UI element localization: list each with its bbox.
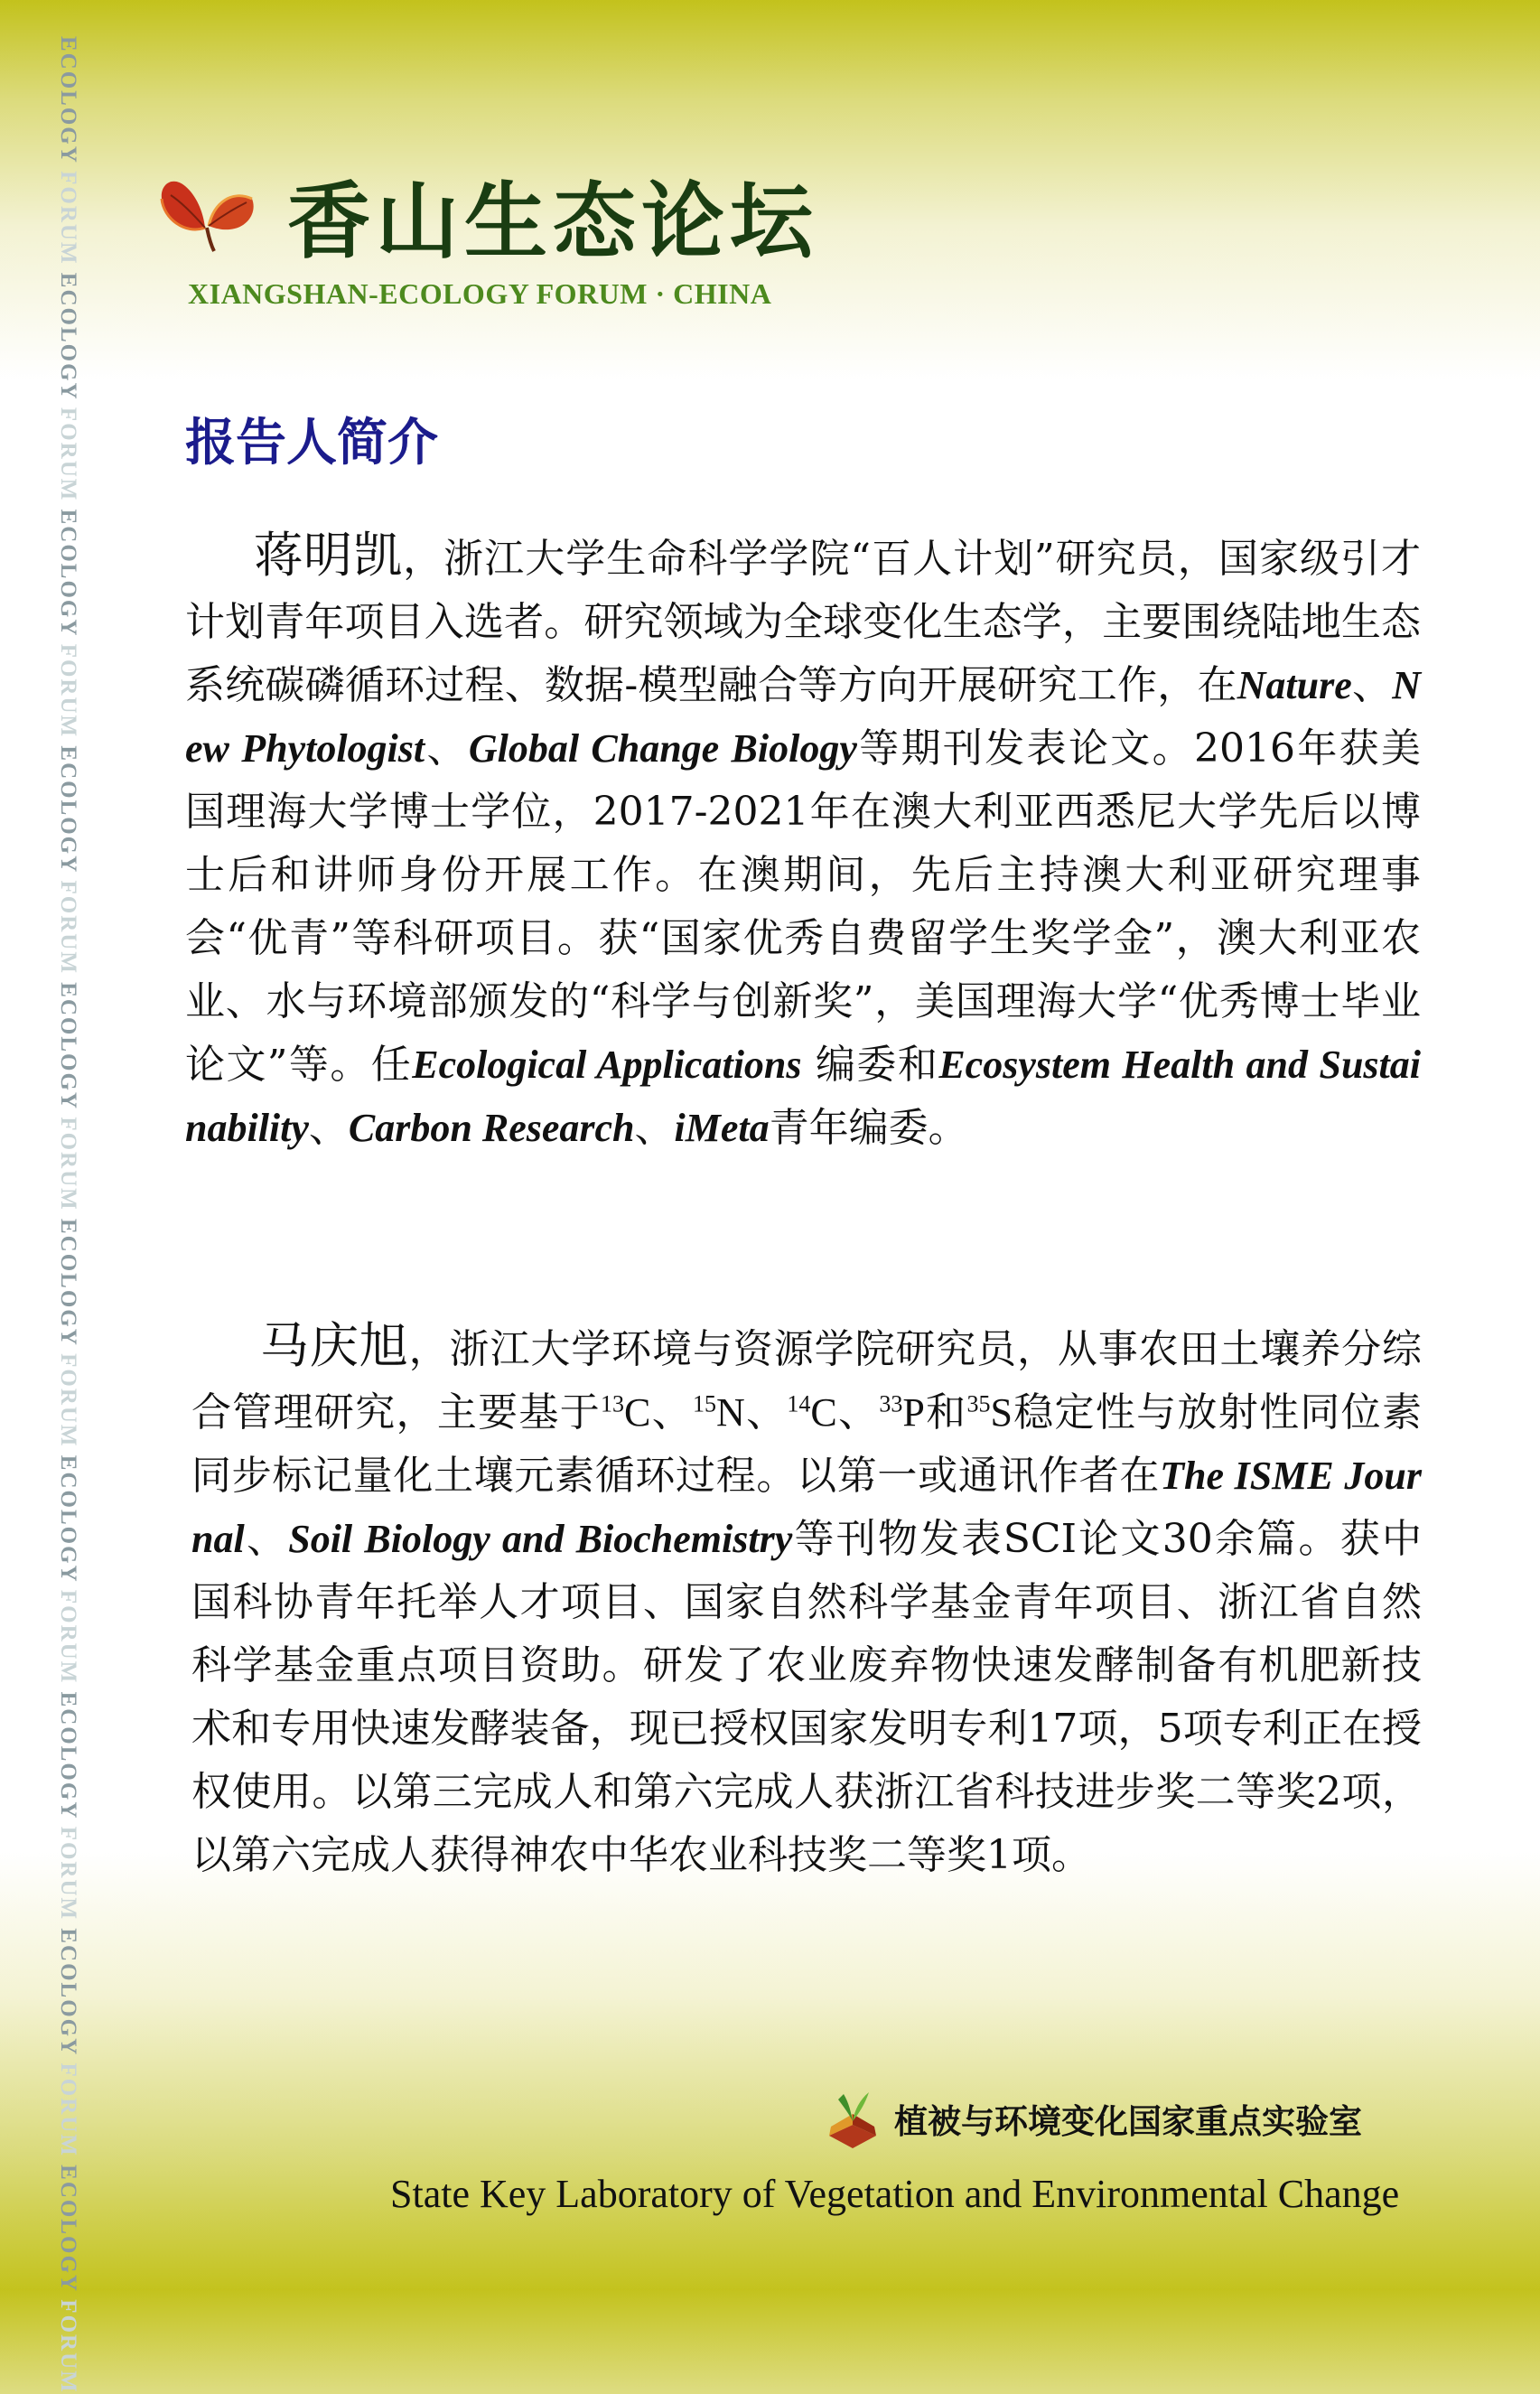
journal-name: Carbon Research [348,1106,635,1150]
side-strip-word: FORUM [56,880,80,983]
lab-logo-icon [822,2087,882,2150]
side-strip-word: FORUM [56,407,80,510]
side-strip-word: FORUM [56,1826,80,1929]
side-strip-word: ECOLOGY [56,745,80,881]
bio-paragraph-1 [185,524,1421,1160]
lab-name-chinese: 植被与环境变化国家重点实验室 [894,2102,1362,2141]
isotope-mass: 14 [787,1390,811,1417]
lab-name-english: State Key Laboratory of Vegetation and Environmental Change [390,2172,1400,2216]
isotope-mass: 33 [879,1390,903,1417]
bio-text: 等刊物发表SCI论文30余篇。获中国科协青年托举人才项目、国家自然科学基金青年项目、浙江省自然科学基金重点项目资助。研发了农业废弃物快速发酵制备有机肥新技术和专用快速发酵装备，现已授权国家发明专利17项，5项专利正在授权使用。以第三完成人和第六完成人获浙江省科技进步奖二等奖2项，以第六完成人获得神农中华农业科技奖二等奖1项。 [191,1516,1422,1878]
isotope-mass: 13 [601,1390,625,1417]
isotope-element: N、 [716,1390,788,1435]
bio-text: 等期刊发表论文。2016年获美国理海大学博士学位，2017-2021年在澳大利亚西悉尼大学先后以博士后和讲师身份开展工作。在澳期间，先后主持澳大利亚研究理事会“优青”等科研项目。获“国家优秀自费留学生奖学金”，澳大利亚农业、水与环境部颁发的“科学与创新奖”，美国理海大学“优秀博士毕业论文”等。任 [185,725,1422,1088]
bio-text: ，浙江大学生命科学学院“百人计划”研究员，国家级引才计划青年项目入选者。研究领域为全球变化生态学，主要围绕陆地生态系统碳磷循环过程、数据-模型融合等方向开展研究工作，在 [185,536,1421,708]
side-strip-word: ECOLOGY [56,982,80,1118]
separator: 、 [425,725,469,772]
speaker-name: 蒋明凯 [254,527,404,584]
side-strip-word: ECOLOGY [56,2165,80,2300]
isotope-element: C、 [624,1390,694,1435]
side-strip-word: FORUM [56,1353,80,1455]
side-strip-word: ECOLOGY [56,36,80,172]
side-strip-word: FORUM [56,2299,80,2394]
section-heading: 报告人简介 [185,413,438,472]
side-strip-text [54,36,81,2394]
side-strip-word: ECOLOGY [56,272,80,407]
isotope-element: C、 [810,1390,880,1435]
journal-name: New Phytologist [185,663,1421,771]
isotope-mass: 15 [693,1390,717,1417]
journal-name: Ecosystem Health and Sustainability [185,1043,1421,1150]
separator: 、 [1351,662,1393,708]
isotope-mass: 35 [966,1390,991,1417]
journal-name: The ISME Journal [191,1454,1422,1561]
side-strip-word: ECOLOGY [56,509,80,644]
journal-name: iMeta [674,1106,770,1150]
forum-subtitle: XIANGSHAN-ECOLOGY FORUM · CHINA [188,277,772,310]
side-strip-word: ECOLOGY [56,1928,80,2063]
separator: 、 [634,1105,675,1151]
bio-text: 青年编委。 [769,1105,968,1151]
side-strip-word: FORUM [56,1117,80,1219]
journal-name: Soil Biology and Biochemistry [288,1517,793,1561]
side-strip-word: ECOLOGY [56,1691,80,1827]
journal-name: Ecological Applications [412,1043,802,1087]
forum-title: 香山生态论坛 [287,173,819,270]
side-strip-word: FORUM [56,2062,80,2165]
isotope-element: P和 [902,1390,967,1435]
side-strip-word: FORUM [56,1589,80,1692]
side-strip [54,36,81,2394]
isotope-element: S稳定性与放射性同位素同步标记量化土壤元素循环过程。以第一或通讯作者在 [191,1390,1422,1498]
bio-paragraph-2 [191,1314,1422,1887]
bio-text: 编委和 [801,1042,939,1088]
journal-name: Nature [1237,663,1352,707]
side-strip-word: FORUM [56,643,80,746]
side-strip-word: FORUM [56,171,80,273]
bio-text: ，浙江大学环境与资源学院研究员，从事农田土壤养分综合管理研究，主要基于 [191,1326,1423,1435]
separator: 、 [308,1105,349,1151]
journal-name: Global Change Biology [468,726,857,771]
separator: 、 [244,1516,289,1562]
side-strip-word: ECOLOGY [56,1218,80,1354]
red-leaves-icon [158,172,259,253]
speaker-name: 马庆旭 [260,1317,409,1374]
side-strip-word: ECOLOGY [56,1454,80,1590]
